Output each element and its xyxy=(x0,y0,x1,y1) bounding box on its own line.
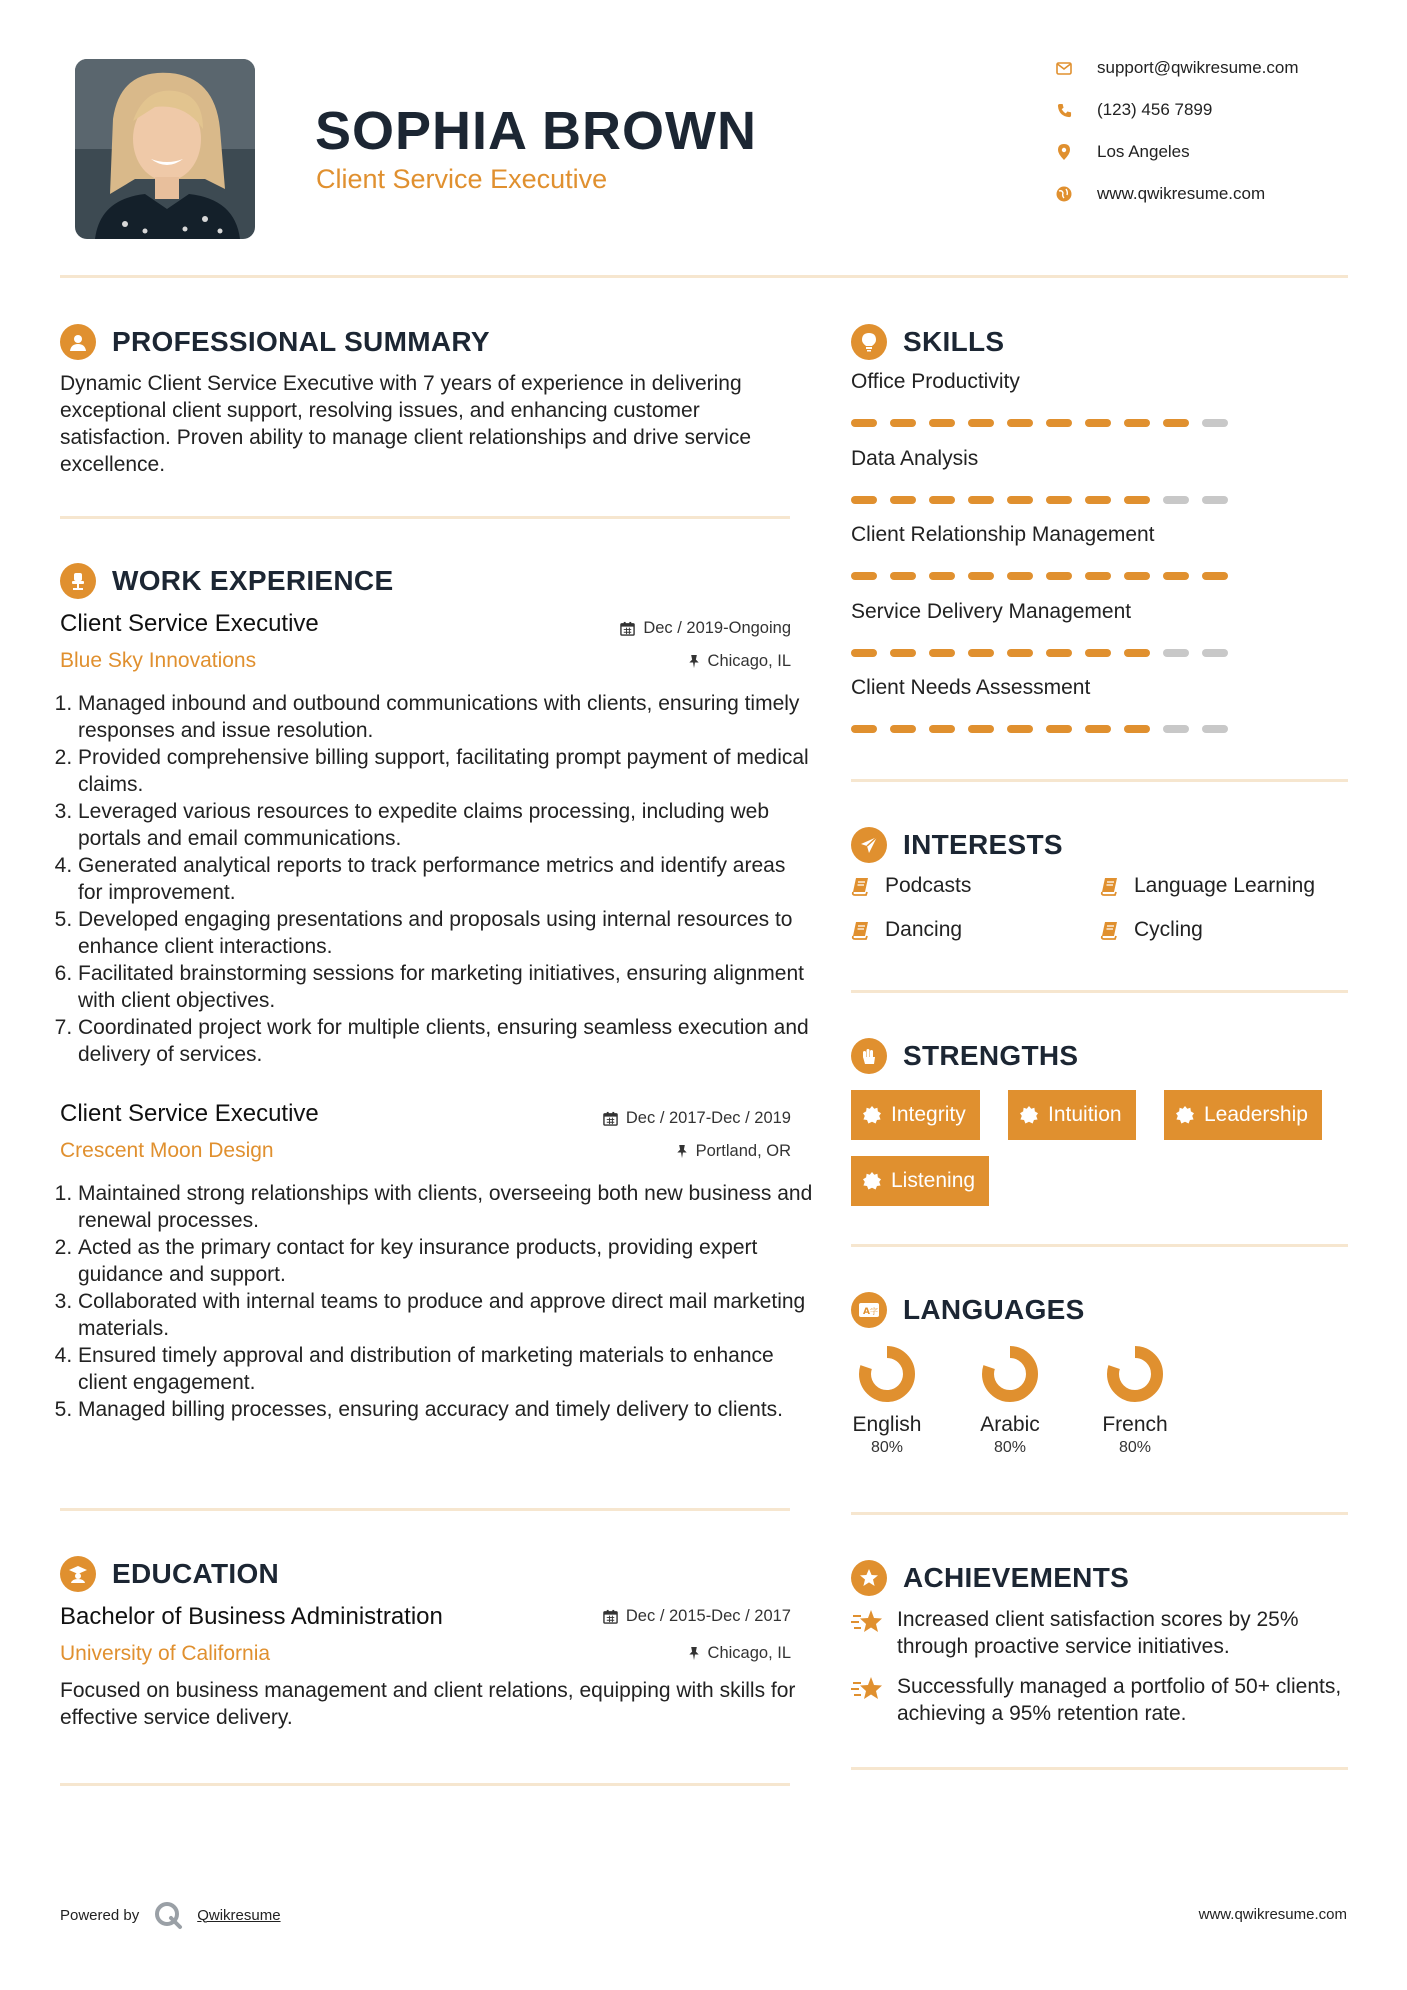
contact-location xyxy=(1055,142,1190,162)
job-title: Client Service Executive xyxy=(60,1100,319,1127)
summary-title: PROFESSIONAL SUMMARY xyxy=(112,326,490,357)
education-location xyxy=(688,1644,791,1663)
star-icon xyxy=(851,1608,887,1643)
book-icon xyxy=(1100,876,1120,896)
strengths-title: STRENGTHS xyxy=(903,1040,1079,1071)
achievement-item xyxy=(851,1673,1351,1727)
summary-text: Dynamic Client Service Executive with 7 years of experience in delivering exceptional client support, resolving issues, and enhancing customer satisfaction. Proven ability to manage client relationships and drive service excellence. xyxy=(60,372,752,476)
education-date xyxy=(603,1607,791,1626)
interest-item xyxy=(1100,874,1315,898)
calendar-icon xyxy=(620,621,635,636)
skill-level-meter xyxy=(851,725,1228,733)
skill-dash-filled xyxy=(1085,419,1111,427)
language-progress-ring xyxy=(857,1344,917,1404)
skill-dash-filled xyxy=(968,496,994,504)
job-title: Client Service Executive xyxy=(60,610,319,637)
badge-check-icon xyxy=(1176,1106,1194,1124)
badge-check-icon xyxy=(863,1106,881,1124)
skill-dash-filled xyxy=(1007,572,1033,580)
interest-item xyxy=(851,918,962,942)
language-name: Arabic xyxy=(980,1413,1040,1436)
list-item: 7. Coordinated project work for multiple clients, ensuring seamless execution and delivery of services. xyxy=(78,1014,814,1068)
skill-dash-filled xyxy=(1124,725,1150,733)
skill-dash-filled xyxy=(851,419,877,427)
contact-email[interactable] xyxy=(1055,58,1299,78)
job-location xyxy=(688,652,791,671)
user-icon xyxy=(60,324,96,360)
strength-label: Leadership xyxy=(1204,1103,1308,1126)
achievement-item xyxy=(851,1606,1351,1660)
interest-label: Language Learning xyxy=(1134,874,1316,897)
skill-name: Client Relationship Management xyxy=(851,523,1155,546)
paper-plane-icon xyxy=(851,827,887,863)
contact-email-text: support@qwikresume.com xyxy=(1097,58,1299,77)
interests-section-title xyxy=(851,827,1063,863)
skill-name: Client Needs Assessment xyxy=(851,676,1091,699)
skill-dash-filled xyxy=(1007,419,1033,427)
globe-icon xyxy=(1055,185,1073,203)
skill-dash-empty xyxy=(1202,725,1228,733)
skill-dash-filled xyxy=(1124,572,1150,580)
strength-tag xyxy=(851,1156,989,1206)
skill-dash-filled xyxy=(851,572,877,580)
header-divider xyxy=(60,275,1348,278)
envelope-icon xyxy=(1055,59,1073,77)
list-item: 2. Acted as the primary contact for key insurance products, providing expert guidance and support. xyxy=(78,1234,814,1288)
contact-website[interactable] xyxy=(1055,184,1265,204)
interest-label: Dancing xyxy=(885,918,963,941)
language-name: English xyxy=(852,1413,922,1436)
book-icon xyxy=(851,876,871,896)
brand-link[interactable]: Qwikresume xyxy=(197,1906,281,1924)
skill-level-meter xyxy=(851,572,1228,580)
job-date xyxy=(620,619,791,638)
book-icon xyxy=(851,920,871,940)
job-date-text: Dec / 2017-Dec / 2019 xyxy=(625,1109,791,1127)
language-item xyxy=(955,1344,1065,1457)
contact-website-text: www.qwikresume.com xyxy=(1097,184,1266,203)
job-location xyxy=(676,1142,791,1161)
list-item: 1. Managed inbound and outbound communications with clients, ensuring timely responses and issue resolution. xyxy=(78,690,814,744)
phone-icon xyxy=(1055,101,1073,119)
job-location-text: Chicago, IL xyxy=(707,652,791,670)
language-percent: 80% xyxy=(993,1439,1027,1456)
language-item xyxy=(832,1344,942,1457)
skill-dash-filled xyxy=(1046,496,1072,504)
skill-dash-filled xyxy=(1085,649,1111,657)
languages-section-title xyxy=(851,1292,1085,1328)
strength-tag xyxy=(851,1090,980,1140)
skill-dash-filled xyxy=(890,649,916,657)
job-date xyxy=(603,1109,791,1128)
education-divider xyxy=(60,1783,790,1786)
skill-dash-filled xyxy=(890,419,916,427)
list-item: 3. Collaborated with internal teams to produce and approve direct mail marketing materials. xyxy=(78,1288,814,1342)
education-section-title xyxy=(60,1556,279,1592)
skill-dash-empty xyxy=(1163,725,1189,733)
lightbulb-icon xyxy=(851,324,887,360)
skill-dash-filled xyxy=(929,725,955,733)
skills-section-title xyxy=(851,324,1004,360)
star-badge-icon xyxy=(851,1560,887,1596)
list-item: 5. Developed engaging presentations and proposals using internal resources to enhance client interactions. xyxy=(78,906,814,960)
qwikresume-logo-icon xyxy=(153,1900,183,1930)
skill-dash-empty xyxy=(1202,649,1228,657)
skill-dash-filled xyxy=(851,725,877,733)
skill-dash-filled xyxy=(929,496,955,504)
skill-dash-filled xyxy=(929,572,955,580)
pushpin-icon xyxy=(676,1144,688,1159)
strength-label: Listening xyxy=(891,1169,976,1192)
strengths-divider xyxy=(851,1244,1348,1247)
skill-dash-filled xyxy=(851,649,877,657)
footer-website[interactable]: www.qwikresume.com xyxy=(1198,1906,1347,1923)
skill-level-meter xyxy=(851,649,1228,657)
language-name: French xyxy=(1102,1413,1168,1436)
book-icon xyxy=(1100,920,1120,940)
list-item: 3. Leveraged various resources to expedite claims processing, including web portals and email communications. xyxy=(78,798,814,852)
skill-dash-filled xyxy=(1124,649,1150,657)
education-title: EDUCATION xyxy=(112,1558,280,1589)
skill-dash-filled xyxy=(1085,725,1111,733)
school-name: University of California xyxy=(60,1642,271,1665)
skill-name: Office Productivity xyxy=(851,370,1020,393)
job-bullets xyxy=(60,690,814,1068)
skills-title: SKILLS xyxy=(903,326,1005,357)
skill-dash-filled xyxy=(1046,572,1072,580)
list-item: 4. Ensured timely approval and distribution of marketing materials to enhance client engagement. xyxy=(78,1342,814,1396)
pushpin-icon xyxy=(688,1646,700,1661)
candidate-name: SOPHIA BROWN xyxy=(315,101,757,161)
summary-section-title xyxy=(60,324,490,360)
strengths-section-title xyxy=(851,1038,1078,1074)
graduate-icon xyxy=(60,1556,96,1592)
job-company: Blue Sky Innovations xyxy=(60,649,257,672)
interest-label: Cycling xyxy=(1134,918,1203,941)
contact-phone-text: (123) 456 7899 xyxy=(1097,100,1213,119)
skill-name: Service Delivery Management xyxy=(851,599,1132,623)
achievements-divider xyxy=(851,1767,1348,1770)
strength-label: Intuition xyxy=(1048,1103,1122,1126)
job-company: Crescent Moon Design xyxy=(60,1139,274,1162)
languages-title: LANGUAGES xyxy=(903,1294,1085,1325)
job-bullets xyxy=(60,1180,814,1423)
skill-dash-filled xyxy=(1163,419,1189,427)
skill-dash-filled xyxy=(1046,649,1072,657)
summary-divider xyxy=(60,516,790,519)
language-ring-arc xyxy=(988,1352,1032,1396)
language-ring-arc xyxy=(865,1352,909,1396)
skill-dash-filled xyxy=(1085,572,1111,580)
calendar-icon xyxy=(603,1609,618,1624)
language-progress-ring xyxy=(980,1344,1040,1404)
footer-powered-by xyxy=(60,1900,281,1930)
skill-dash-filled xyxy=(929,649,955,657)
contact-phone[interactable] xyxy=(1055,100,1212,120)
language-percent: 80% xyxy=(870,1439,904,1456)
badge-check-icon xyxy=(863,1172,881,1190)
skills-divider xyxy=(851,779,1348,782)
education-date-text: Dec / 2015-Dec / 2017 xyxy=(625,1607,791,1625)
badge-check-icon xyxy=(1020,1106,1038,1124)
skill-dash-empty xyxy=(1202,496,1228,504)
interest-item xyxy=(1100,918,1203,942)
interests-divider xyxy=(851,990,1348,993)
list-item: 5. Managed billing processes, ensuring accuracy and timely delivery to clients. xyxy=(78,1396,814,1423)
skill-dash-filled xyxy=(890,572,916,580)
skill-dash-filled xyxy=(968,419,994,427)
fist-icon xyxy=(851,1038,887,1074)
interest-item xyxy=(851,874,971,898)
skill-dash-filled xyxy=(1124,419,1150,427)
skill-dash-filled xyxy=(1046,725,1072,733)
language-progress-ring xyxy=(1105,1344,1165,1404)
job-date-text: Dec / 2019-Ongoing xyxy=(643,619,791,637)
contact-location-text: Los Angeles xyxy=(1097,142,1190,161)
language-item xyxy=(1080,1344,1190,1457)
skill-dash-filled xyxy=(1085,496,1111,504)
skill-name: Data Analysis xyxy=(851,446,979,470)
interests-title: INTERESTS xyxy=(903,829,1063,860)
skill-dash-empty xyxy=(1163,496,1189,504)
svg-text:A: A xyxy=(863,1307,870,1317)
calendar-icon xyxy=(603,1111,618,1126)
list-item: 6. Facilitated brainstorming sessions for marketing initiatives, ensuring alignment with client objectives. xyxy=(78,960,814,1014)
achievements-title: ACHIEVEMENTS xyxy=(903,1562,1130,1593)
strength-tag xyxy=(1008,1090,1136,1140)
skill-dash-filled xyxy=(1163,572,1189,580)
experience-section-title xyxy=(60,563,393,599)
svg-text:字: 字 xyxy=(870,1307,878,1316)
strength-label: Integrity xyxy=(891,1103,966,1126)
skill-dash-filled xyxy=(1007,649,1033,657)
languages-divider xyxy=(851,1512,1348,1515)
skill-level-meter xyxy=(851,496,1228,504)
skill-dash-filled xyxy=(890,496,916,504)
office-chair-icon xyxy=(60,563,96,599)
achievement-text: Increased client satisfaction scores by 25% through proactive service initiatives. xyxy=(897,1608,1299,1658)
location-pin-icon xyxy=(1055,143,1073,161)
skill-dash-empty xyxy=(1163,649,1189,657)
skill-dash-filled xyxy=(1007,496,1033,504)
experience-title: WORK EXPERIENCE xyxy=(112,565,394,596)
skill-level-meter xyxy=(851,419,1228,427)
profile-photo xyxy=(75,59,255,239)
strength-tag xyxy=(1164,1090,1322,1140)
skill-dash-filled xyxy=(1202,572,1228,580)
achievements-section-title xyxy=(851,1560,1129,1596)
language-ring-arc xyxy=(1113,1352,1157,1396)
interest-label: Podcasts xyxy=(885,874,972,897)
skill-dash-empty xyxy=(1202,419,1228,427)
list-item: 4. Generated analytical reports to track performance metrics and identify areas for improvement. xyxy=(78,852,814,906)
list-item: 2. Provided comprehensive billing support, facilitating prompt payment of medical claims. xyxy=(78,744,814,798)
skill-dash-filled xyxy=(1046,419,1072,427)
candidate-role: Client Service Executive xyxy=(316,164,608,194)
skill-dash-filled xyxy=(968,572,994,580)
achievement-text: Successfully managed a portfolio of 50+ clients, achieving a 95% retention rate. xyxy=(897,1675,1342,1725)
skill-dash-filled xyxy=(890,725,916,733)
education-text: Focused on business management and client relations, equipping with skills for effective service delivery. xyxy=(60,1679,796,1729)
skill-dash-filled xyxy=(968,725,994,733)
powered-by-label: Powered by xyxy=(60,1906,140,1924)
star-icon xyxy=(851,1675,887,1710)
translate-icon xyxy=(851,1292,887,1328)
education-location-text: Chicago, IL xyxy=(707,1644,791,1662)
degree-title: Bachelor of Business Administration xyxy=(60,1603,443,1630)
skill-dash-filled xyxy=(1124,496,1150,504)
experience-divider xyxy=(60,1508,790,1511)
skill-dash-filled xyxy=(851,496,877,504)
job-location-text: Portland, OR xyxy=(695,1142,791,1160)
language-percent: 80% xyxy=(1118,1439,1152,1456)
skill-dash-filled xyxy=(929,419,955,427)
skill-dash-filled xyxy=(1007,725,1033,733)
list-item: 1. Maintained strong relationships with clients, overseeing both new business and renewal processes. xyxy=(78,1180,814,1234)
skill-dash-filled xyxy=(968,649,994,657)
pushpin-icon xyxy=(688,654,700,669)
